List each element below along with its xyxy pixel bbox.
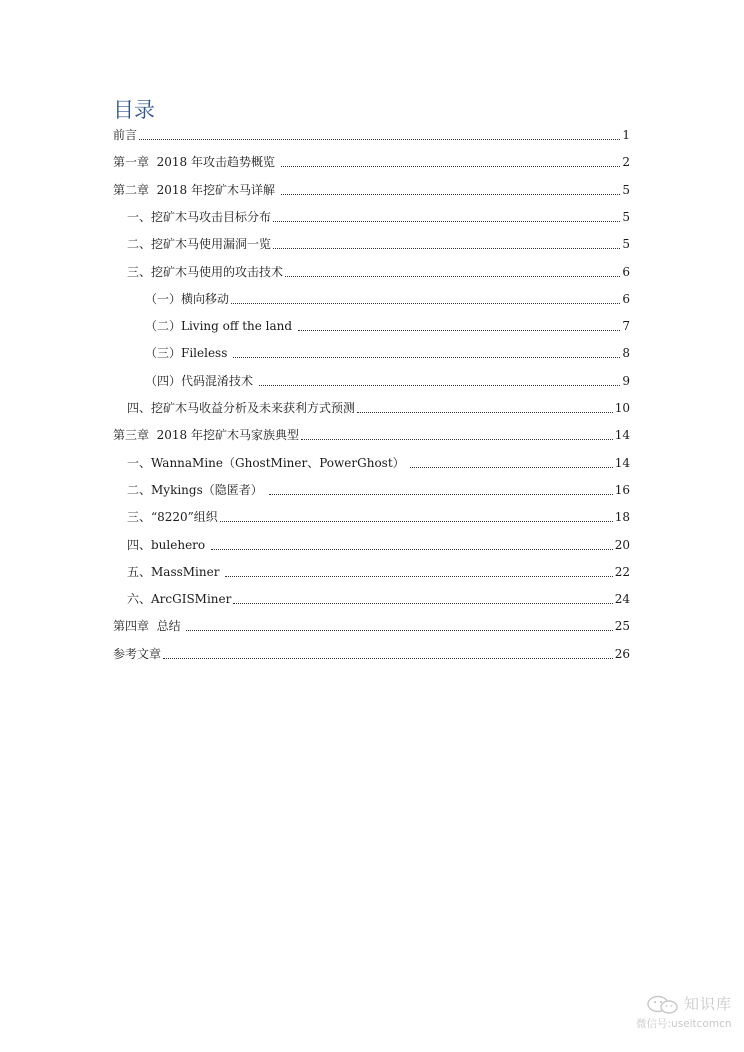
dot-leader (225, 575, 612, 577)
toc-entry-page: 6 (622, 264, 630, 279)
toc-entry[interactable] (127, 453, 630, 471)
toc-entry-label: （二）Living off the land (145, 319, 296, 334)
toc-entry-label: 第一章 2018 年攻击趋势概览 (113, 155, 279, 170)
toc-entry[interactable] (145, 343, 630, 361)
dot-leader (139, 138, 620, 140)
toc-entry[interactable] (127, 535, 630, 553)
dot-leader (233, 602, 612, 604)
toc-entry[interactable] (127, 507, 630, 525)
toc-entry[interactable] (127, 398, 630, 416)
toc-entry-label: 第三章 2018 年挖矿木马家族典型 (113, 428, 299, 443)
toc-entry-label: 五、MassMiner (127, 564, 224, 579)
toc-entry-page: 8 (622, 346, 630, 361)
toc-entry-page: 18 (614, 510, 630, 525)
watermark (636, 993, 740, 1033)
dot-leader (298, 329, 620, 331)
toc-entry-page: 9 (622, 373, 630, 388)
toc-entry[interactable] (127, 207, 630, 225)
dot-leader (281, 193, 620, 195)
toc-entry-page: 26 (614, 646, 630, 661)
toc-entry-page: 20 (614, 537, 630, 552)
toc-entry-page: 14 (614, 428, 630, 443)
toc-entry[interactable] (127, 480, 630, 498)
dot-leader (410, 466, 612, 468)
dot-leader (285, 275, 620, 277)
toc-entry[interactable] (127, 262, 630, 280)
toc-entry-label: （一）横向移动 (145, 291, 230, 306)
toc-entry-page: 2 (622, 155, 630, 170)
dot-leader (301, 438, 613, 440)
toc-entry[interactable] (127, 589, 630, 607)
toc-entry[interactable] (145, 371, 630, 389)
toc-entry-label: （三）Fileless (145, 346, 232, 361)
dot-leader (273, 220, 620, 222)
toc-entry-page: 22 (614, 564, 630, 579)
toc-entry-label: （四）代码混淆技术 (145, 373, 257, 388)
toc-entry-label: 三、“8220”组织 (127, 510, 218, 525)
toc-entry[interactable] (127, 562, 630, 580)
dot-leader (269, 493, 613, 495)
toc-entry-page: 16 (614, 482, 630, 497)
toc-entry-page: 25 (614, 619, 630, 634)
toc-entry-page: 10 (614, 401, 630, 415)
toc-entry-page: 5 (622, 237, 630, 252)
toc-entry-page: 5 (622, 182, 630, 197)
wechat-icon (646, 995, 680, 1015)
toc-entry[interactable] (113, 152, 630, 170)
toc-entry-label: 二、挖矿木马使用漏洞一览 (127, 237, 272, 252)
dot-leader (233, 356, 620, 358)
toc-entry[interactable] (113, 425, 630, 443)
dot-leader (357, 411, 613, 413)
toc-entry-label: 一、WannaMine（GhostMiner、PowerGhost） (127, 455, 409, 470)
toc-entry[interactable] (145, 316, 630, 334)
toc-entry-page: 24 (614, 592, 630, 607)
toc-entry-page: 6 (622, 291, 630, 306)
toc-entry[interactable] (113, 616, 630, 634)
dot-leader (163, 657, 613, 659)
toc-entry[interactable] (113, 644, 630, 662)
watermark-name: 知识库 (684, 995, 733, 1013)
toc-entry-label: 四、挖矿木马收益分析及未来获利方式预测 (127, 401, 356, 415)
toc-entry-label: 前言 (113, 128, 138, 142)
toc-entry-label: 第四章 总结 (113, 619, 185, 634)
dot-leader (273, 247, 620, 249)
toc-entry-label: 三、挖矿木马使用的攻击技术 (127, 264, 284, 279)
toc-entry-label: 二、Mykings（隐匿者） (127, 482, 267, 497)
toc-entry-page: 7 (622, 319, 630, 334)
toc-entry[interactable] (127, 234, 630, 252)
toc-entry-page: 1 (622, 128, 630, 142)
toc-entry[interactable] (113, 125, 630, 143)
toc-entry-label: 参考文章 (113, 646, 162, 661)
toc-entry-label: 六、ArcGISMiner (127, 592, 232, 607)
toc-entry-page: 14 (614, 455, 630, 470)
watermark-account: 微信号:useitcomcn (636, 1018, 732, 1030)
toc-entry-page: 5 (622, 209, 630, 224)
toc-entry[interactable] (145, 289, 630, 307)
dot-leader (259, 384, 620, 386)
toc-entry[interactable] (113, 180, 630, 198)
dot-leader (231, 302, 620, 304)
dot-leader (281, 165, 620, 167)
dot-leader (211, 548, 613, 550)
dot-leader (186, 629, 612, 631)
toc-entry-label: 一、挖矿木马攻击目标分布 (127, 209, 272, 224)
dot-leader (220, 520, 613, 522)
toc-entry-label: 第二章 2018 年挖矿木马详解 (113, 182, 279, 197)
toc-title: 目录 (113, 98, 155, 122)
toc-entry-label: 四、bulehero (127, 537, 209, 552)
